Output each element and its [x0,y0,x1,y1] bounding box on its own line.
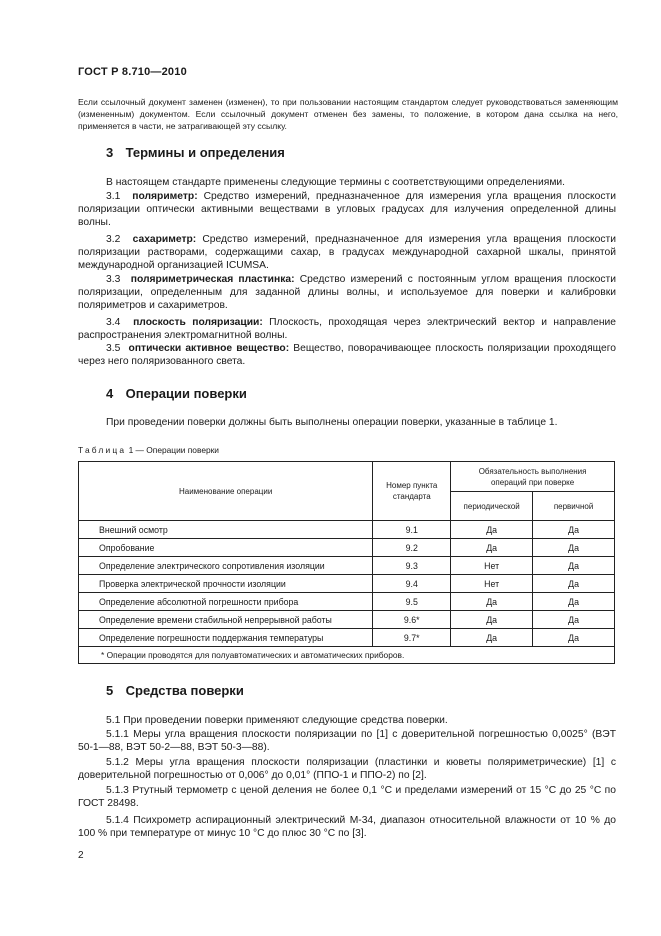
table-row [79,539,615,557]
column-header-obligation: Обязательность выполнения операций при поверке [451,462,615,492]
term-number: 3.4 [106,317,121,328]
periodic-value: Да [451,539,533,557]
term-definition: Плоскость, проходящая через электрический вектор и направление распространения электромагнитной волны. [78,317,616,342]
term-3-4 [78,316,616,342]
periodic-value: Нет [451,575,533,593]
section-4-title: Операции поверки [125,386,247,401]
caption-text: 1 — Операции поверки [126,445,219,455]
periodic-value: Нет [451,557,533,575]
term-name: сахариметр: [132,234,197,245]
clause-5-1-2 [78,756,616,782]
section-3-title: Термины и определения [125,145,285,160]
term-definition: Вещество, поворачивающее плоскость поляризации проходящего через него поляризованного света. [78,343,616,368]
clause-text: При проведении поверки применяют следующие средства поверки. [120,715,448,726]
intro-paragraph: Если ссылочный документ заменен (изменен), то при пользовании настоящим стандартом следует руководствоваться заменяющим (измененным) документом. Если ссылочный документ отменен без замены, то положение, в котором дана ссылка на него, применяется в части, не затрагивающей эту ссылку. [78,97,618,132]
clause-number: 9.7* [373,629,451,647]
clause-number: 5.1.1 [106,729,129,740]
periodic-value: Да [451,593,533,611]
clause-5-1 [78,714,616,727]
clause-text: Меры угла вращения плоскости поляризации (пластинки и кюветы поляриметрические) [1] с доверительной погрешностью от 0,006° до 0,01° (ППО-1 и ППО-2) по [2]. [78,757,616,782]
operation-name: Определение электрического сопротивления изоляции [79,557,373,575]
term-3-5 [78,342,616,368]
clause-number: 5.1.3 [106,785,129,796]
operation-name: Проверка электрической прочности изоляции [79,575,373,593]
primary-value: Да [533,629,615,647]
column-header-periodic: периодической [451,492,533,521]
primary-value: Да [533,557,615,575]
term-name: поляриметрическая пластинка: [130,274,295,285]
periodic-value: Да [451,611,533,629]
clause-number: 9.6* [373,611,451,629]
term-number: 3.3 [106,274,121,285]
table-footnote-row [79,647,615,664]
clause-number: 9.2 [373,539,451,557]
table-row [79,629,615,647]
clause-number: 9.1 [373,521,451,539]
primary-value: Да [533,593,615,611]
section-5-title: Средства поверки [125,683,244,698]
section-3-number: 3 [106,145,114,160]
term-number: 3.2 [106,234,121,245]
table-row [79,611,615,629]
clause-number: 9.4 [373,575,451,593]
periodic-value: Да [451,629,533,647]
periodic-value: Да [451,521,533,539]
operation-name: Определение абсолютной погрешности прибора [79,593,373,611]
primary-value: Да [533,521,615,539]
section-4-lead-text: При проведении поверки должны быть выполнены операции поверки, указанные в таблице 1. [106,417,558,428]
clause-text: Меры угла вращения плоскости поляризации по [1] с доверительной погрешностью 0,0025° (ВЭТ 50-1—88, ВЭТ 50-2—88, ВЭТ 50-3—88). [78,729,616,754]
table-row [79,557,615,575]
table-row [79,593,615,611]
section-4-number: 4 [106,386,114,401]
primary-value: Да [533,575,615,593]
section-5-heading [106,683,244,698]
clause-text: Психрометр аспирационный электрический М-34, диапазон относительной влажности от 10 % до 100 % при температуре от минус 10 °С до плюс 30 °С по [3]. [78,815,616,840]
table-footnote: * Операции проводятся для полуавтоматических и автоматических приборов. [79,647,615,664]
caption-word: Таблица [78,445,127,455]
term-name: оптически активное вещество: [128,343,290,354]
clause-number: 9.5 [373,593,451,611]
clause-number: 5.1.4 [106,815,129,826]
primary-value: Да [533,611,615,629]
section-3-lead [78,176,616,189]
clause-5-1-1 [78,728,616,754]
column-header-operation: Наименование операции [79,462,373,521]
operation-name: Опробование [79,539,373,557]
term-3-2 [78,233,616,273]
section-3-lead-text: В настоящем стандарте применены следующие термины с соответствующими определениями. [106,177,566,188]
clause-number: 5.1 [106,715,121,726]
clause-number: 5.1.2 [106,757,129,768]
term-name: плоскость поляризации: [133,317,263,328]
primary-value: Да [533,539,615,557]
section-4-heading [106,386,247,401]
clause-text: Ртутный термометр с ценой деления не более 0,1 °С и пределами измерений от 15 °С до 25 °С по ГОСТ 28498. [78,785,616,810]
operation-name: Определение погрешности поддержания температуры [79,629,373,647]
term-3-1 [78,190,616,230]
document-header: ГОСТ Р 8.710—2010 [78,66,187,78]
operations-table [78,461,615,664]
operation-name: Внешний осмотр [79,521,373,539]
term-name: поляриметр: [132,191,198,202]
section-5-number: 5 [106,683,114,698]
term-number: 3.1 [106,191,121,202]
page-number: 2 [78,850,84,861]
column-header-primary: первичной [533,492,615,521]
section-3-heading [106,145,285,160]
term-definition: Средство измерений, предназначенное для измерения угла вращения плоскости поляризации растворами, содержащими сахар, в градусах международной сахарной шкалы, принятой международной организацией ICUMSA. [78,234,616,272]
operation-name: Определение времени стабильной непрерывной работы [79,611,373,629]
term-number: 3.5 [106,343,121,354]
term-definition: Средство измерений с постоянным углом вращения плоскости поляризации, определенным для заданной длины волны, и используемое для поверки и калибровки поляриметров и сахариметров. [78,274,616,312]
clause-5-1-3 [78,784,616,810]
clause-5-1-4 [78,814,616,840]
term-definition: Средство измерений, предназначенное для измерения угла вращения плоскости поляризации оптически активными веществами в угловых градусах для излучения определенной длины волны. [78,191,616,229]
table-1-caption [78,445,219,455]
table-row [79,521,615,539]
section-4-lead [78,416,616,429]
clause-number: 9.3 [373,557,451,575]
term-3-3 [78,273,616,313]
column-header-clause: Номер пункта стандарта [373,462,451,521]
table-row [79,575,615,593]
